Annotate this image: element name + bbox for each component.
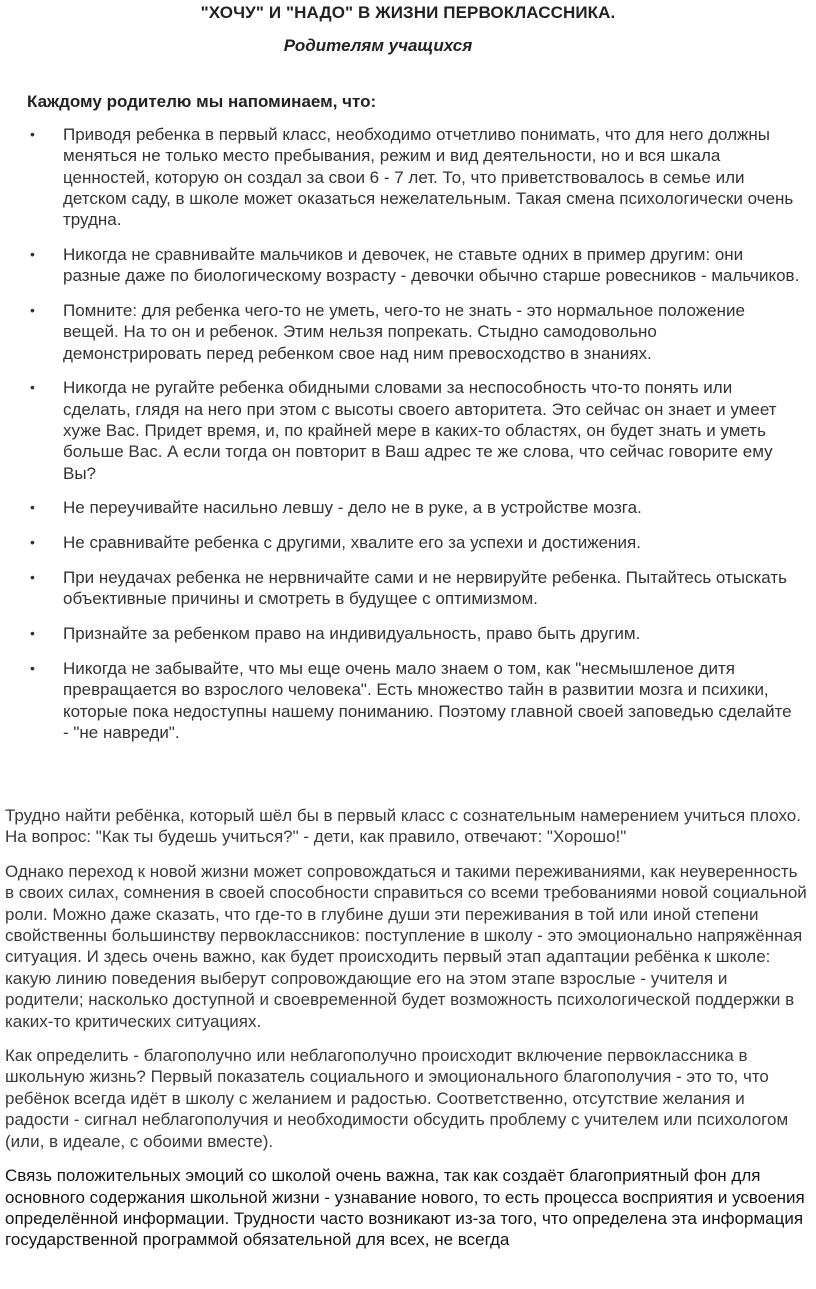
list-item [0,658,800,743]
paragraph: Трудно найти ребёнка, который шёл бы в первый класс с сознательным намерением учиться плохо. На вопрос: "Как ты будешь учиться?" - дети, как правило, отвечают: "Хорошо!" [5,806,801,847]
bullet-icon: • [30,625,35,642]
list-item-text: Помните: для ребенка чего-то не уметь, чего-то не знать - это нормальное положение вещей. На то он и ребенок. Этим нельзя попрекать. Стыдно самодовольно демонстрировать перед ребенком свое над ним превосходство в знаниях. [63,301,745,363]
list-item [0,567,800,610]
document-title: "ХОЧУ" И "НАДО" В ЖИЗНИ ПЕРВОКЛАССНИКА. [200,3,616,22]
list-item [0,244,800,287]
list-item [0,377,800,483]
list-item-text: Никогда не ругайте ребенка обидными словами за неспособность что-то понять или сделать, глядя на него при этом с высоты своего авторитета. Это сейчас он знает и умеет хуже Вас. Придет время, и, по крайней мере в каких-то областях, он будет знать и уметь больше Вас. А если тогда он повторит в Ваш адрес те же слова, что сейчас говорите ему Вы? [63,378,777,483]
bullet-icon: • [30,569,35,586]
bullet-icon: • [30,534,35,551]
body-paragraphs [5,805,810,1264]
list-item [0,623,800,644]
advice-list [0,124,800,757]
bullet-icon: • [30,659,35,676]
list-item [0,124,800,230]
bullet-icon: • [30,379,35,396]
paragraph: Как определить - благополучно или неблагополучно происходит включение первоклассника в школьную жизнь? Первый показатель социального и эмоционального благополучия - это то, что ребёнок всегда идёт в школу с желанием и радостью. Соответственно, отсутствие желания и радости - сигнал неблагополучия и необходимости обсудить проблему с учителем или психологом (или, в идеале, с обоими вместе). [5,1046,789,1151]
document-subtitle: Родителям учащихся [283,36,473,55]
list-item-text: При неудачах ребенка не нервничайте сами и не нервируйте ребенка. Пытайтесь отыскать объективные причины и смотреть в будущее с оптимизмом. [63,568,788,609]
reminder-heading: Каждому родителю мы напоминаем, что: [27,92,377,111]
bullet-icon: • [30,126,35,142]
paragraph: Связь положительных эмоций со школой очень важна, так как создаёт благоприятный фон для основного содержания школьной жизни - узнавание нового, то есть процесса восприятия и усвоения определённой информации. Трудности часто возникают из-за того, что определена эта информация государственной программой обязательной для всех, не всегда [5,1166,805,1250]
list-item [0,532,800,553]
list-item-text: Приводя ребенка в первый класс, необходимо отчетливо понимать, что для него должны меняться не только место пребывания, режим и вид деятельности, но и вся шкала ценностей, которую он создал за свои 6 - 7 лет. То, что приветствовалось в семье или детском саду, в школе может оказаться нежелательным. Такая смена психологически очень трудна. [63,125,794,230]
bullet-icon: • [30,245,35,262]
list-item-text: Никогда не сравнивайте мальчиков и девочек, не ставьте одних в пример другим: они разные даже по биологическому возрасту - девочки обычно старше ровесников - мальчиков. [63,244,800,286]
bullet-icon: • [30,499,35,516]
list-item-text: Признайте за ребенком право на индивидуальность, право быть другим. [63,624,641,644]
list-item-text: Никогда не забывайте, что мы еще очень мало знаем о том, как "несмышленое дитя превращается во взрослого человека". Есть множество тайн в развитии мозга и психики, которые пока недоступны нашему пониманию. Поэтому главной своей заповедью сделайте - "не навреди". [63,658,792,742]
list-item-text: Не переучивайте насильно левшу - дело не в руке, а в устройстве мозга. [63,498,642,518]
list-item-text: Не сравнивайте ребенка с другими, хвалите его за успехи и достижения. [63,533,641,553]
bullet-icon: • [30,302,35,319]
list-item [0,300,800,364]
list-item [0,497,800,518]
paragraph: Однако переход к новой жизни может сопровождаться и такими переживаниями, как неуверенность в своих силах, сомнения в своей способности справиться со всеми требованиями новой социальной роли. Можно даже сказать, что где-то в глубине души эти переживания в той или иной степени свойственны большинству первоклассников: поступление в школу - это эмоционально напряжённая ситуация. И здесь очень важно, как будет происходить первый этап адаптации ребёнка к школе: какую линию поведения выберут сопровождающие его на этом этапе взрослые - учителя и родители; насколько доступной и своевременной будет возможность психологической поддержки в каких-то критических ситуациях. [5,861,807,1031]
